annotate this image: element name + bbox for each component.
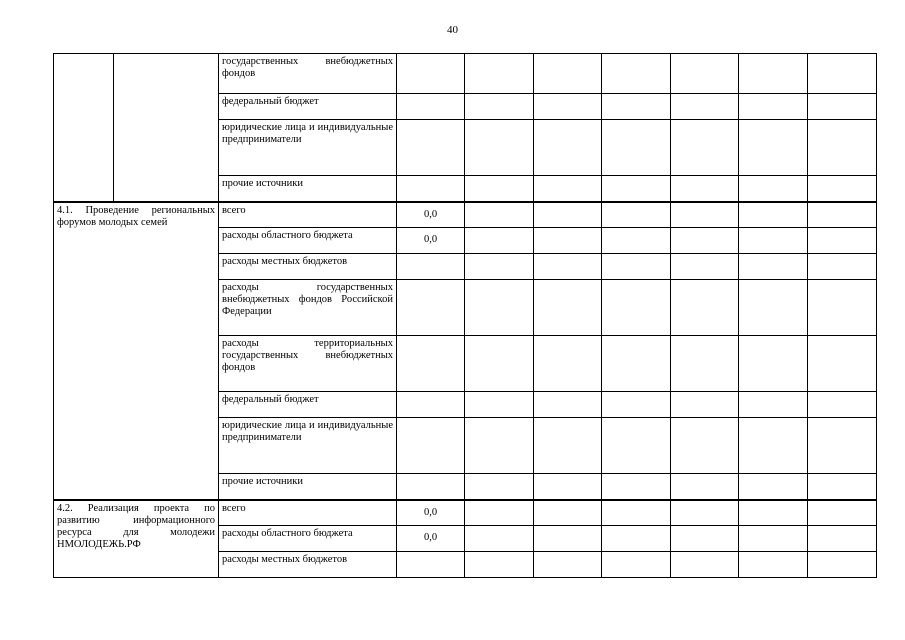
budget-table	[53, 53, 877, 578]
source-cell: расходы областного бюджета	[219, 228, 397, 254]
source-cell: юридические лица и индивидуальные предприниматели	[219, 418, 397, 474]
empty-cell	[114, 54, 219, 202]
source-cell: расходы областного бюджета	[219, 526, 397, 552]
value-cell	[397, 254, 465, 280]
source-cell: всего	[219, 500, 397, 526]
value-cell: 0,0	[397, 202, 465, 228]
source-cell: прочие источники	[219, 176, 397, 202]
value-cell	[397, 336, 465, 392]
source-cell: юридические лица и индивидуальные предприниматели	[219, 120, 397, 176]
source-cell: федеральный бюджет	[219, 94, 397, 120]
value-cell	[397, 418, 465, 474]
value-cell: 0,0	[397, 228, 465, 254]
value-cell	[397, 552, 465, 578]
value-cell	[397, 474, 465, 500]
value-cell	[397, 280, 465, 336]
source-cell: расходы местных бюджетов	[219, 254, 397, 280]
table-row	[54, 54, 877, 94]
page-number: 40	[447, 24, 458, 36]
source-cell: расходы территориальных государственных внебюджетных фондов	[219, 336, 397, 392]
empty-cell	[54, 54, 114, 202]
table-row	[54, 500, 877, 526]
source-cell: расходы местных бюджетов	[219, 552, 397, 578]
source-cell: федеральный бюджет	[219, 392, 397, 418]
source-cell: прочие источники	[219, 474, 397, 500]
value-cell	[397, 392, 465, 418]
value-cell: 0,0	[397, 526, 465, 552]
source-cell: государственных внебюджетных фондов	[219, 54, 397, 94]
value-cell: 0,0	[397, 500, 465, 526]
activity-name-cell: 4.2. Реализация проекта по развитию информационного ресурса для молодежи НМОЛОДЕЖЬ.РФ	[54, 500, 219, 578]
source-cell: расходы государственных внебюджетных фондов Российской Федерации	[219, 280, 397, 336]
source-cell: всего	[219, 202, 397, 228]
activity-name-cell: 4.1. Проведение региональных форумов молодых семей	[54, 202, 219, 500]
table-row	[54, 202, 877, 228]
